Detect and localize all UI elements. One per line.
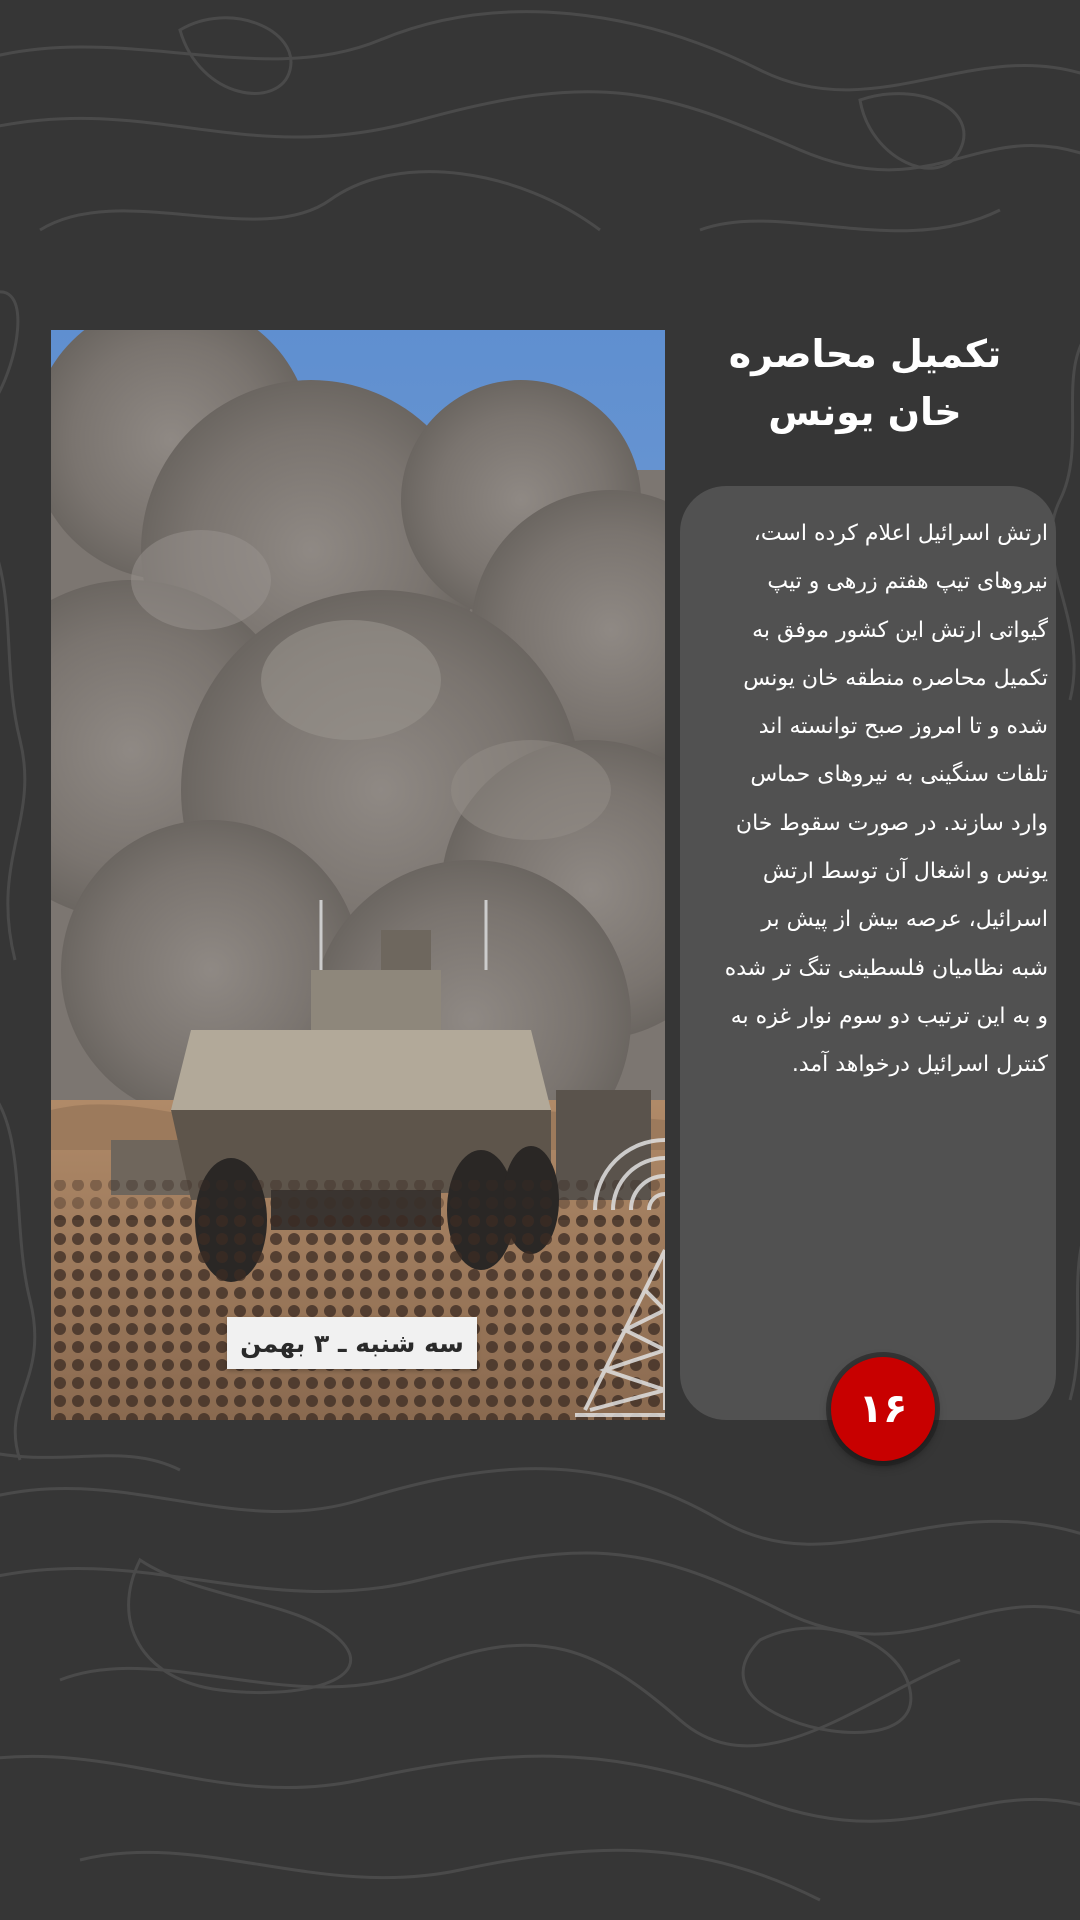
body-line: کنترل اسرائیل درخواهد آمد. <box>791 1052 1048 1078</box>
news-photo <box>51 330 665 1420</box>
date-label: سه شنبه ـ ۳ بهمن <box>227 1317 477 1369</box>
body-line: ارتش اسرائیل اعلام کرده است، <box>753 521 1048 546</box>
body-line: شبه نظامیان فلسطینی تنگ تر شده <box>724 955 1048 981</box>
headline-line: خان یونس <box>768 390 962 434</box>
body-line: یونس و اشغال آن توسط ارتش <box>762 859 1048 885</box>
page-number-badge: ۱۶ <box>831 1357 935 1461</box>
body-line: گیواتی ارتش این کشور موفق به <box>752 617 1048 643</box>
body-line: وارد سازند. در صورت سقوط خان <box>735 810 1048 836</box>
article-body <box>692 486 1048 1090</box>
antenna-tower-icon <box>565 1110 665 1420</box>
body-line: شده و تا امروز صبح توانسته اند <box>758 714 1048 740</box>
body-line: تکمیل محاصره منطقه خان یونس <box>743 665 1048 691</box>
body-line: اسرائیل، عرصه بیش از پیش بر <box>761 907 1048 933</box>
headline <box>680 325 1050 441</box>
body-line: نیروهای تیپ هفتم زرهی و تیپ <box>767 569 1048 595</box>
body-line: و به این ترتیب دو سوم نوار غزه به <box>730 1003 1048 1029</box>
headline-line: تکمیل محاصره <box>728 332 1002 376</box>
body-line: تلفات سنگینی به نیروهای حماس <box>750 762 1048 788</box>
